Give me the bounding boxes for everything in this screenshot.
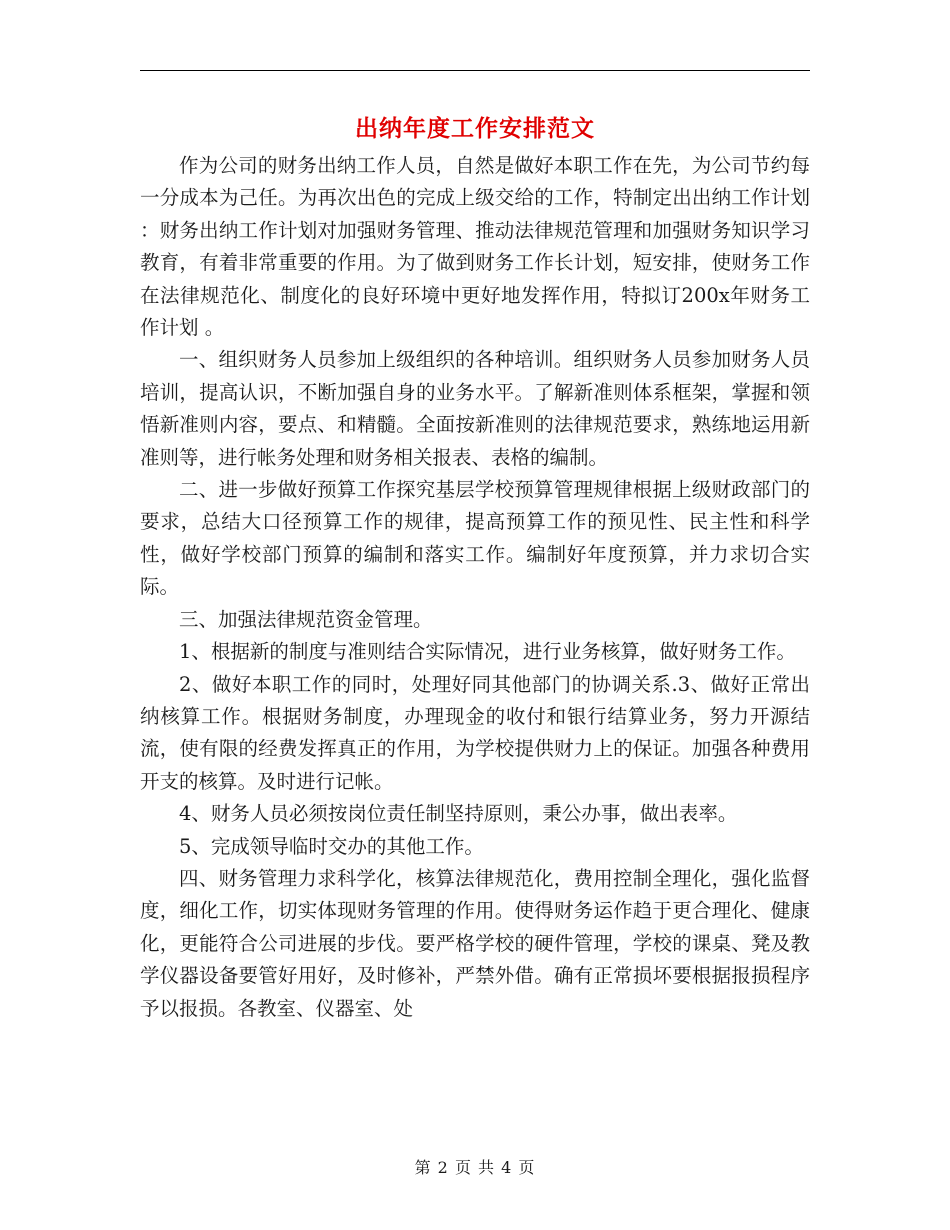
document-title: 出纳年度工作安排范文 [355, 115, 595, 142]
paragraph-item-4: 4、财务人员必须按岗位责任制坚持原则，秉公办事，做出表率。 [179, 802, 738, 826]
paragraph-section-4: 四、财务管理力求科学化，核算法律规范化，费用控制全理化，强化监督度，细化工作，切实体现财务管理的作用。使得财务运作趋于更合理化、健康化，更能符合公司进展的步伐。要严格学校的硬件管理，学校的课桌、凳及教学仪器设备要管好用好，及时修补，严禁外借。确有正常损坏要根据报损程序予以报损。各教室、仪器室、处 [140, 866, 810, 1020]
paragraph-section-2: 二、进一步做好预算工作探究基层学校预算管理规律根据上级财政部门的要求，总结大口径预算工作的规律，提高预算工作的预见性、民主性和科学性，做好学校部门预算的编制和落实工作。编制好年度预算，并力求切合实际。 [140, 478, 810, 599]
paragraph-intro: 作为公司的财务出纳工作人员，自然是做好本职工作在先，为公司节约每一分成本为己任。为再次出色的完成上级交给的工作，特制定出出纳工作计划 ：财务出纳工作计划对加强财务管理、推动法律规范管理和加强财务知识学习教育，有着非常重要的作用。为了做到财务工作长计划，短安排，使财务工作在法律规范化、制度化的良好环境中更好地发挥作用，特拟订200x年财务工作计划 。 [140, 154, 810, 340]
header-rule [140, 70, 810, 71]
paragraph-section-3: 三、加强法律规范资金管理。 [179, 607, 433, 631]
document-body [140, 150, 810, 1025]
paragraph-item-1: 1、根据新的制度与准则结合实际情况，进行业务核算，做好财务工作。 [179, 640, 796, 664]
paragraph-item-2: 2、做好本职工作的同时，处理好同其他部门的协调关系.3、做好正常出纳核算工作。根据财务制度，办理现金的收付和银行结算业务，努力开源结流，使有限的经费发挥真正的作用，为学校提供财力上的保证。加强各种费用开支的核算。及时进行记帐。 [140, 672, 810, 793]
paragraph-item-5: 5、完成领导临时交办的其他工作。 [179, 834, 484, 858]
paragraph-section-1: 一、组织财务人员参加上级组织的各种培训。组织财务人员参加财务人员培训，提高认识，不断加强自身的业务水平。了解新准则体系框架，掌握和领悟新准则内容，要点、和精髓。全面按新准则的法律规范要求，熟练地运用新准则等，进行帐务处理和财务相关报表、表格的编制。 [140, 348, 810, 469]
page-number: 第 2 页 共 4 页 [414, 1158, 536, 1177]
